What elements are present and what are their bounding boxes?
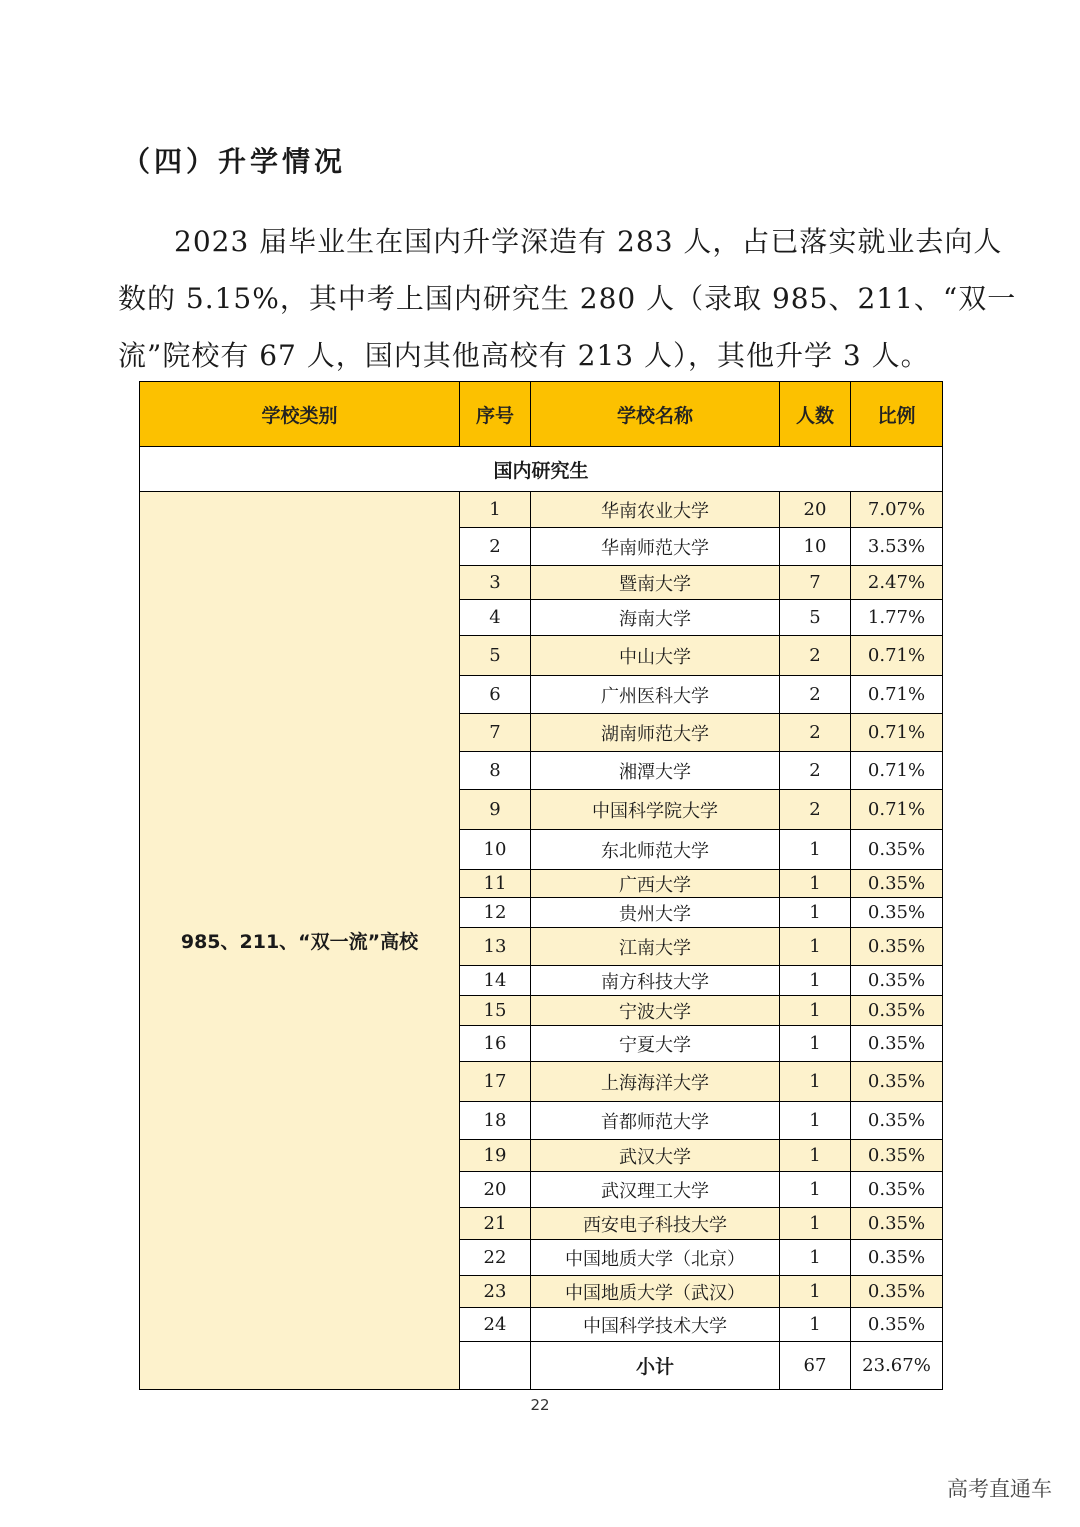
cell-school: 湖南师范大学 [531, 714, 780, 752]
cell-index: 7 [460, 714, 531, 752]
cell-count: 10 [780, 528, 851, 566]
cell-count: 1 [780, 870, 851, 898]
cell-ratio: 0.35% [851, 1102, 943, 1140]
cell-index: 19 [460, 1140, 531, 1172]
cell-ratio: 0.35% [851, 1208, 943, 1240]
paragraph-line-2: 数的 5.15%，其中考上国内研究生 280 人（录取 985、211、“双一 [118, 282, 1017, 315]
cell-count: 1 [780, 1240, 851, 1276]
cell-ratio: 1.77% [851, 600, 943, 636]
cell-count: 1 [780, 1062, 851, 1102]
subtotal-index-cell [460, 1342, 531, 1390]
cell-index: 24 [460, 1308, 531, 1342]
cell-school: 湘潭大学 [531, 752, 780, 790]
paragraph-line-3: 流”院校有 67 人，国内其他高校有 213 人），其他升学 3 人。 [118, 339, 930, 372]
cell-count: 2 [780, 714, 851, 752]
cell-index: 15 [460, 996, 531, 1026]
category-cell: 985、211、“双一流”高校 [140, 492, 460, 1390]
cell-ratio: 0.35% [851, 966, 943, 996]
cell-school: 江南大学 [531, 928, 780, 966]
cell-ratio: 3.53% [851, 528, 943, 566]
cell-ratio: 0.35% [851, 830, 943, 870]
cell-ratio: 0.35% [851, 1062, 943, 1102]
cell-count: 1 [780, 1172, 851, 1208]
cell-ratio: 0.35% [851, 870, 943, 898]
cell-index: 18 [460, 1102, 531, 1140]
cell-ratio: 0.35% [851, 1308, 943, 1342]
cell-school: 广西大学 [531, 870, 780, 898]
cell-index: 6 [460, 676, 531, 714]
cell-count: 2 [780, 676, 851, 714]
header-count: 人数 [780, 382, 851, 447]
cell-school: 中国科学技术大学 [531, 1308, 780, 1342]
cell-count: 1 [780, 966, 851, 996]
table-row [140, 492, 943, 528]
cell-count: 20 [780, 492, 851, 528]
cell-count: 1 [780, 1026, 851, 1062]
cell-index: 23 [460, 1276, 531, 1308]
section-title: 国内研究生 [140, 447, 943, 492]
cell-school: 暨南大学 [531, 566, 780, 600]
cell-index: 12 [460, 898, 531, 928]
cell-ratio: 0.35% [851, 898, 943, 928]
cell-ratio: 0.35% [851, 1276, 943, 1308]
section-heading: （四）升学情况 [122, 145, 347, 178]
cell-count: 1 [780, 1308, 851, 1342]
cell-ratio: 0.71% [851, 752, 943, 790]
cell-index: 10 [460, 830, 531, 870]
cell-index: 13 [460, 928, 531, 966]
cell-count: 1 [780, 928, 851, 966]
cell-ratio: 0.35% [851, 996, 943, 1026]
cell-ratio: 0.71% [851, 636, 943, 676]
cell-index: 17 [460, 1062, 531, 1102]
cell-index: 16 [460, 1026, 531, 1062]
header-index: 序号 [460, 382, 531, 447]
subtotal-ratio: 23.67% [851, 1342, 943, 1390]
cell-index: 9 [460, 790, 531, 830]
cell-ratio: 2.47% [851, 566, 943, 600]
cell-school: 华南农业大学 [531, 492, 780, 528]
cell-index: 4 [460, 600, 531, 636]
cell-school: 西安电子科技大学 [531, 1208, 780, 1240]
paragraph-line-1: 2023 届毕业生在国内升学深造有 283 人，占已落实就业去向人 [174, 225, 1003, 258]
table-header-row [140, 382, 943, 447]
cell-school: 中国地质大学（武汉） [531, 1276, 780, 1308]
section-row [140, 447, 943, 492]
cell-school: 东北师范大学 [531, 830, 780, 870]
subtotal-count: 67 [780, 1342, 851, 1390]
page-number: 22 [530, 1396, 550, 1414]
cell-school: 武汉大学 [531, 1140, 780, 1172]
cell-index: 20 [460, 1172, 531, 1208]
cell-school: 宁夏大学 [531, 1026, 780, 1062]
cell-index: 21 [460, 1208, 531, 1240]
cell-index: 22 [460, 1240, 531, 1276]
cell-count: 1 [780, 1276, 851, 1308]
header-category: 学校类别 [140, 382, 460, 447]
header-ratio: 比例 [851, 382, 943, 447]
cell-school: 中国科学院大学 [531, 790, 780, 830]
cell-school: 南方科技大学 [531, 966, 780, 996]
cell-count: 1 [780, 1140, 851, 1172]
cell-count: 1 [780, 898, 851, 928]
cell-ratio: 0.35% [851, 928, 943, 966]
cell-school: 宁波大学 [531, 996, 780, 1026]
cell-ratio: 0.71% [851, 714, 943, 752]
watermark-text: 高考直通车 [947, 1477, 1052, 1501]
cell-ratio: 0.71% [851, 676, 943, 714]
cell-school: 贵州大学 [531, 898, 780, 928]
cell-school: 首都师范大学 [531, 1102, 780, 1140]
cell-ratio: 7.07% [851, 492, 943, 528]
cell-school: 华南师范大学 [531, 528, 780, 566]
cell-index: 1 [460, 492, 531, 528]
cell-count: 1 [780, 996, 851, 1026]
cell-count: 5 [780, 600, 851, 636]
cell-school: 广州医科大学 [531, 676, 780, 714]
cell-count: 7 [780, 566, 851, 600]
cell-school: 武汉理工大学 [531, 1172, 780, 1208]
cell-count: 1 [780, 1102, 851, 1140]
cell-ratio: 0.35% [851, 1172, 943, 1208]
cell-index: 2 [460, 528, 531, 566]
cell-index: 11 [460, 870, 531, 898]
cell-count: 1 [780, 830, 851, 870]
cell-count: 2 [780, 790, 851, 830]
header-school: 学校名称 [531, 382, 780, 447]
subtotal-label: 小计 [531, 1342, 780, 1390]
cell-school: 海南大学 [531, 600, 780, 636]
cell-ratio: 0.35% [851, 1140, 943, 1172]
cell-index: 14 [460, 966, 531, 996]
cell-ratio: 0.35% [851, 1240, 943, 1276]
cell-ratio: 0.71% [851, 790, 943, 830]
cell-ratio: 0.35% [851, 1026, 943, 1062]
cell-index: 3 [460, 566, 531, 600]
cell-school: 中山大学 [531, 636, 780, 676]
cell-count: 1 [780, 1208, 851, 1240]
cell-index: 5 [460, 636, 531, 676]
cell-school: 中国地质大学（北京） [531, 1240, 780, 1276]
cell-count: 2 [780, 636, 851, 676]
cell-count: 2 [780, 752, 851, 790]
cell-school: 上海海洋大学 [531, 1062, 780, 1102]
graduate-admission-table [139, 381, 943, 1390]
cell-index: 8 [460, 752, 531, 790]
